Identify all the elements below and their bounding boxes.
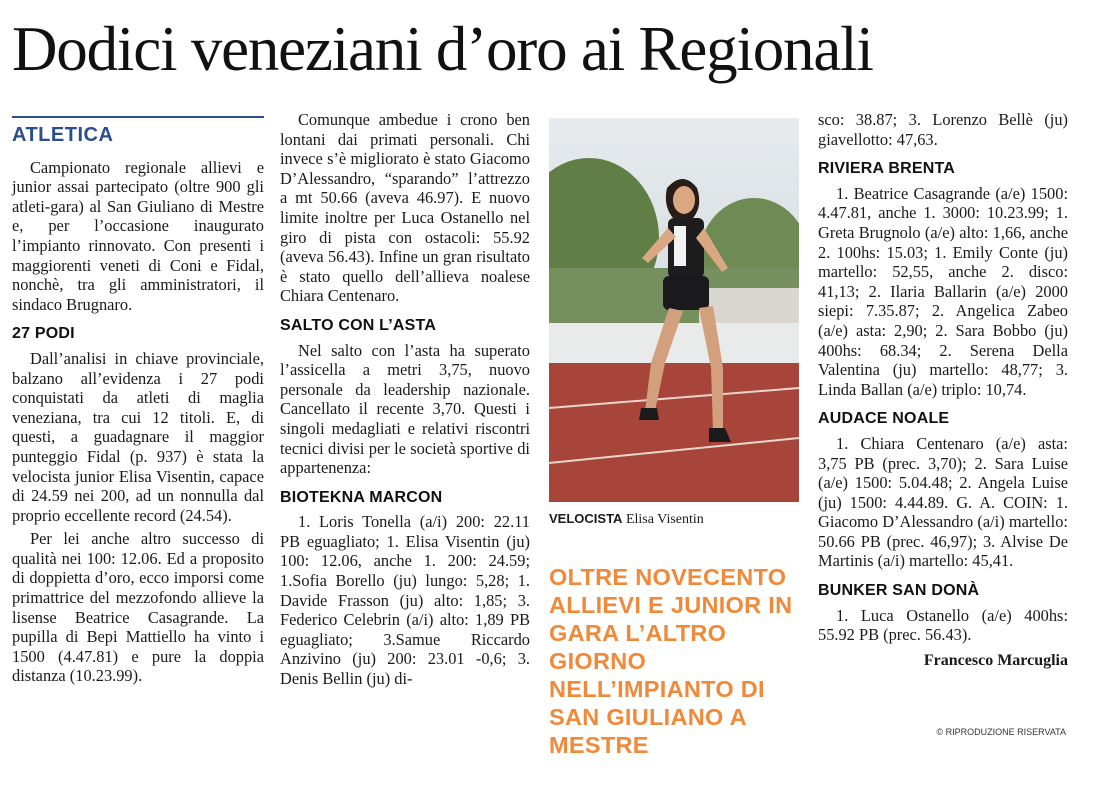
subheading: BUNKER SAN DONÀ [818, 582, 980, 600]
copyright-notice: © RIPRODUZIONE RISERVATA [936, 727, 1066, 737]
subheading: RIVIERA BRENTA [818, 160, 956, 178]
paragraph: 1. Chiara Centenaro (a/e) asta: 3,75 PB (prec. 3,70); 2. Sara Luise (a/e) 1500: 5.04.48; 2. Angela Luise (ju) 1500: 4.44.89. G. A. COIN: 1. Giacomo D’Alessandro (a/i) martello: 50.66 PB (prec. 46,97); 3. Alvise De Martinis (a/i) martello: 45,41. [818, 433, 1068, 571]
caption-name: Elisa Visentin [625, 512, 704, 527]
subheading: AUDACE NOALE [818, 410, 950, 428]
subheading: 27 PODI [12, 325, 75, 343]
paragraph: Dall’analisi in chiave provinciale, balzano all’evidenza i 27 podi conquistati da atleti di maglia veneziana, tra cui 12 titoli. E, di questi, a guadagnare il maggior punteggio Fidal (p. 937) è stata la velocista junior Elisa Visentin, capace di 24.59 nei 200, ad un nonnulla dal proprio eccellente record (24.54). [12, 348, 264, 525]
paragraph: Nel salto con l’asta ha superato l’assicella a metri 3,75, nuovo personale da leadership nazionale. Cancellato il recente 3,70. Questi i singoli medagliati e relativi riscontri tecnici divisi per le società sportive di appartenenza: [280, 340, 530, 478]
subheading: SALTO CON L’ASTA [280, 316, 437, 334]
author-byline: Francesco Marcuglia [923, 651, 1068, 669]
paragraph: Campionato regionale allievi e junior assai partecipato (oltre 900 gli atleti-gara) al San Giuliano di Mestre e, per l’occasione inaugurato l’impianto rinnovato. Con presenti i maggiorenti veneti di Coni e Fidal, nonchè, tra gli amministratori, il sindaco Brugnaro. [12, 157, 264, 314]
pull-quote: OLTRE NOVECENTO ALLIEVI E JUNIOR IN GARA L’ALTRO GIORNO NELL’IMPIANTO DI SAN GIULIANO A MESTRE [549, 564, 793, 758]
athlete-photo [549, 118, 799, 502]
article-column-4 [818, 110, 1068, 670]
paragraph: Comunque ambedue i crono ben lontani dai primati personali. Chi invece s’è migliorato è stato Giacomo D’Alessandro, “sparando” l’attrezzo a mt 50.66 (aveva 46.97). E nuovo limite inoltre per Luca Ostanello nel giro di pista con ostacoli: 55.92 (aveva 56.43). Infine un gran risultato è stato quello dell’allieva noalese Chiara Centenaro. [280, 110, 530, 306]
paragraph: 1. Luca Ostanello (a/e) 400hs: 55.92 PB (prec. 56.43). [818, 605, 1068, 645]
section-kicker: ATLETICA [12, 116, 264, 146]
paragraph: sco: 38.87; 3. Lorenzo Bellè (ju) giavellotto: 47,63. [818, 110, 1068, 149]
article-column-2 [280, 110, 530, 693]
paragraph: 1. Beatrice Casagrande (a/e) 1500: 4.47.81, anche 1. 3000: 10.23.99; 1. Greta Brugnolo (a/e) alto: 1,66, anche 2. 100hs: 15.03; 1. Emily Conte (ju) martello: 52,55, anche 2. disco: 41,13; 2. Ilaria Ballarin (a/e) 2000 siepi: 7.35.87; 2. Angelica Zabeo (a/e) asta: 2,90; 2. Sara Bobbo (ju) 400hs: 68.34; 2. Serena Della Valentina (ju) martello: 48,77; 3. Linda Ballan (a/e) triplo: 10,74. [818, 183, 1068, 399]
paragraph: Per lei anche altro successo di qualità nei 100: 12.06. Ed a proposito di doppietta d’oro, ecco imporsi come primattrice del mezzofondo allieve la lisense Beatrice Casagrande. La pupilla di Bepi Mattiello ha vinto i 1500 (4.47.81) e pure la doppia distanza (10.23.99). [12, 529, 264, 686]
headline: Dodici veneziani d’oro ai Regionali [12, 14, 873, 84]
athlete-photo-illustration [549, 118, 799, 502]
subheading: BIOTEKNA MARCON [280, 488, 443, 506]
paragraph: 1. Loris Tonella (a/i) 200: 22.11 PB eguagliato; 1. Elisa Visentin (ju) 100: 12.06, anche 1. 200: 24.59; 1.Sofia Borello (ju) lungo: 5,28; 1. Davide Frasson (ju) alto: 1,85; 3. Federico Celebrin (a/i) alto: 1,89 PB eguagliato; 3.Samue Riccardo Anzivino (ju) 200: 23.01 -0,6; 3. Denis Bellin (ju) di- [280, 512, 530, 689]
photo-caption [549, 510, 799, 529]
caption-label: VELOCISTA [549, 511, 623, 526]
article-column-1 [12, 110, 264, 690]
